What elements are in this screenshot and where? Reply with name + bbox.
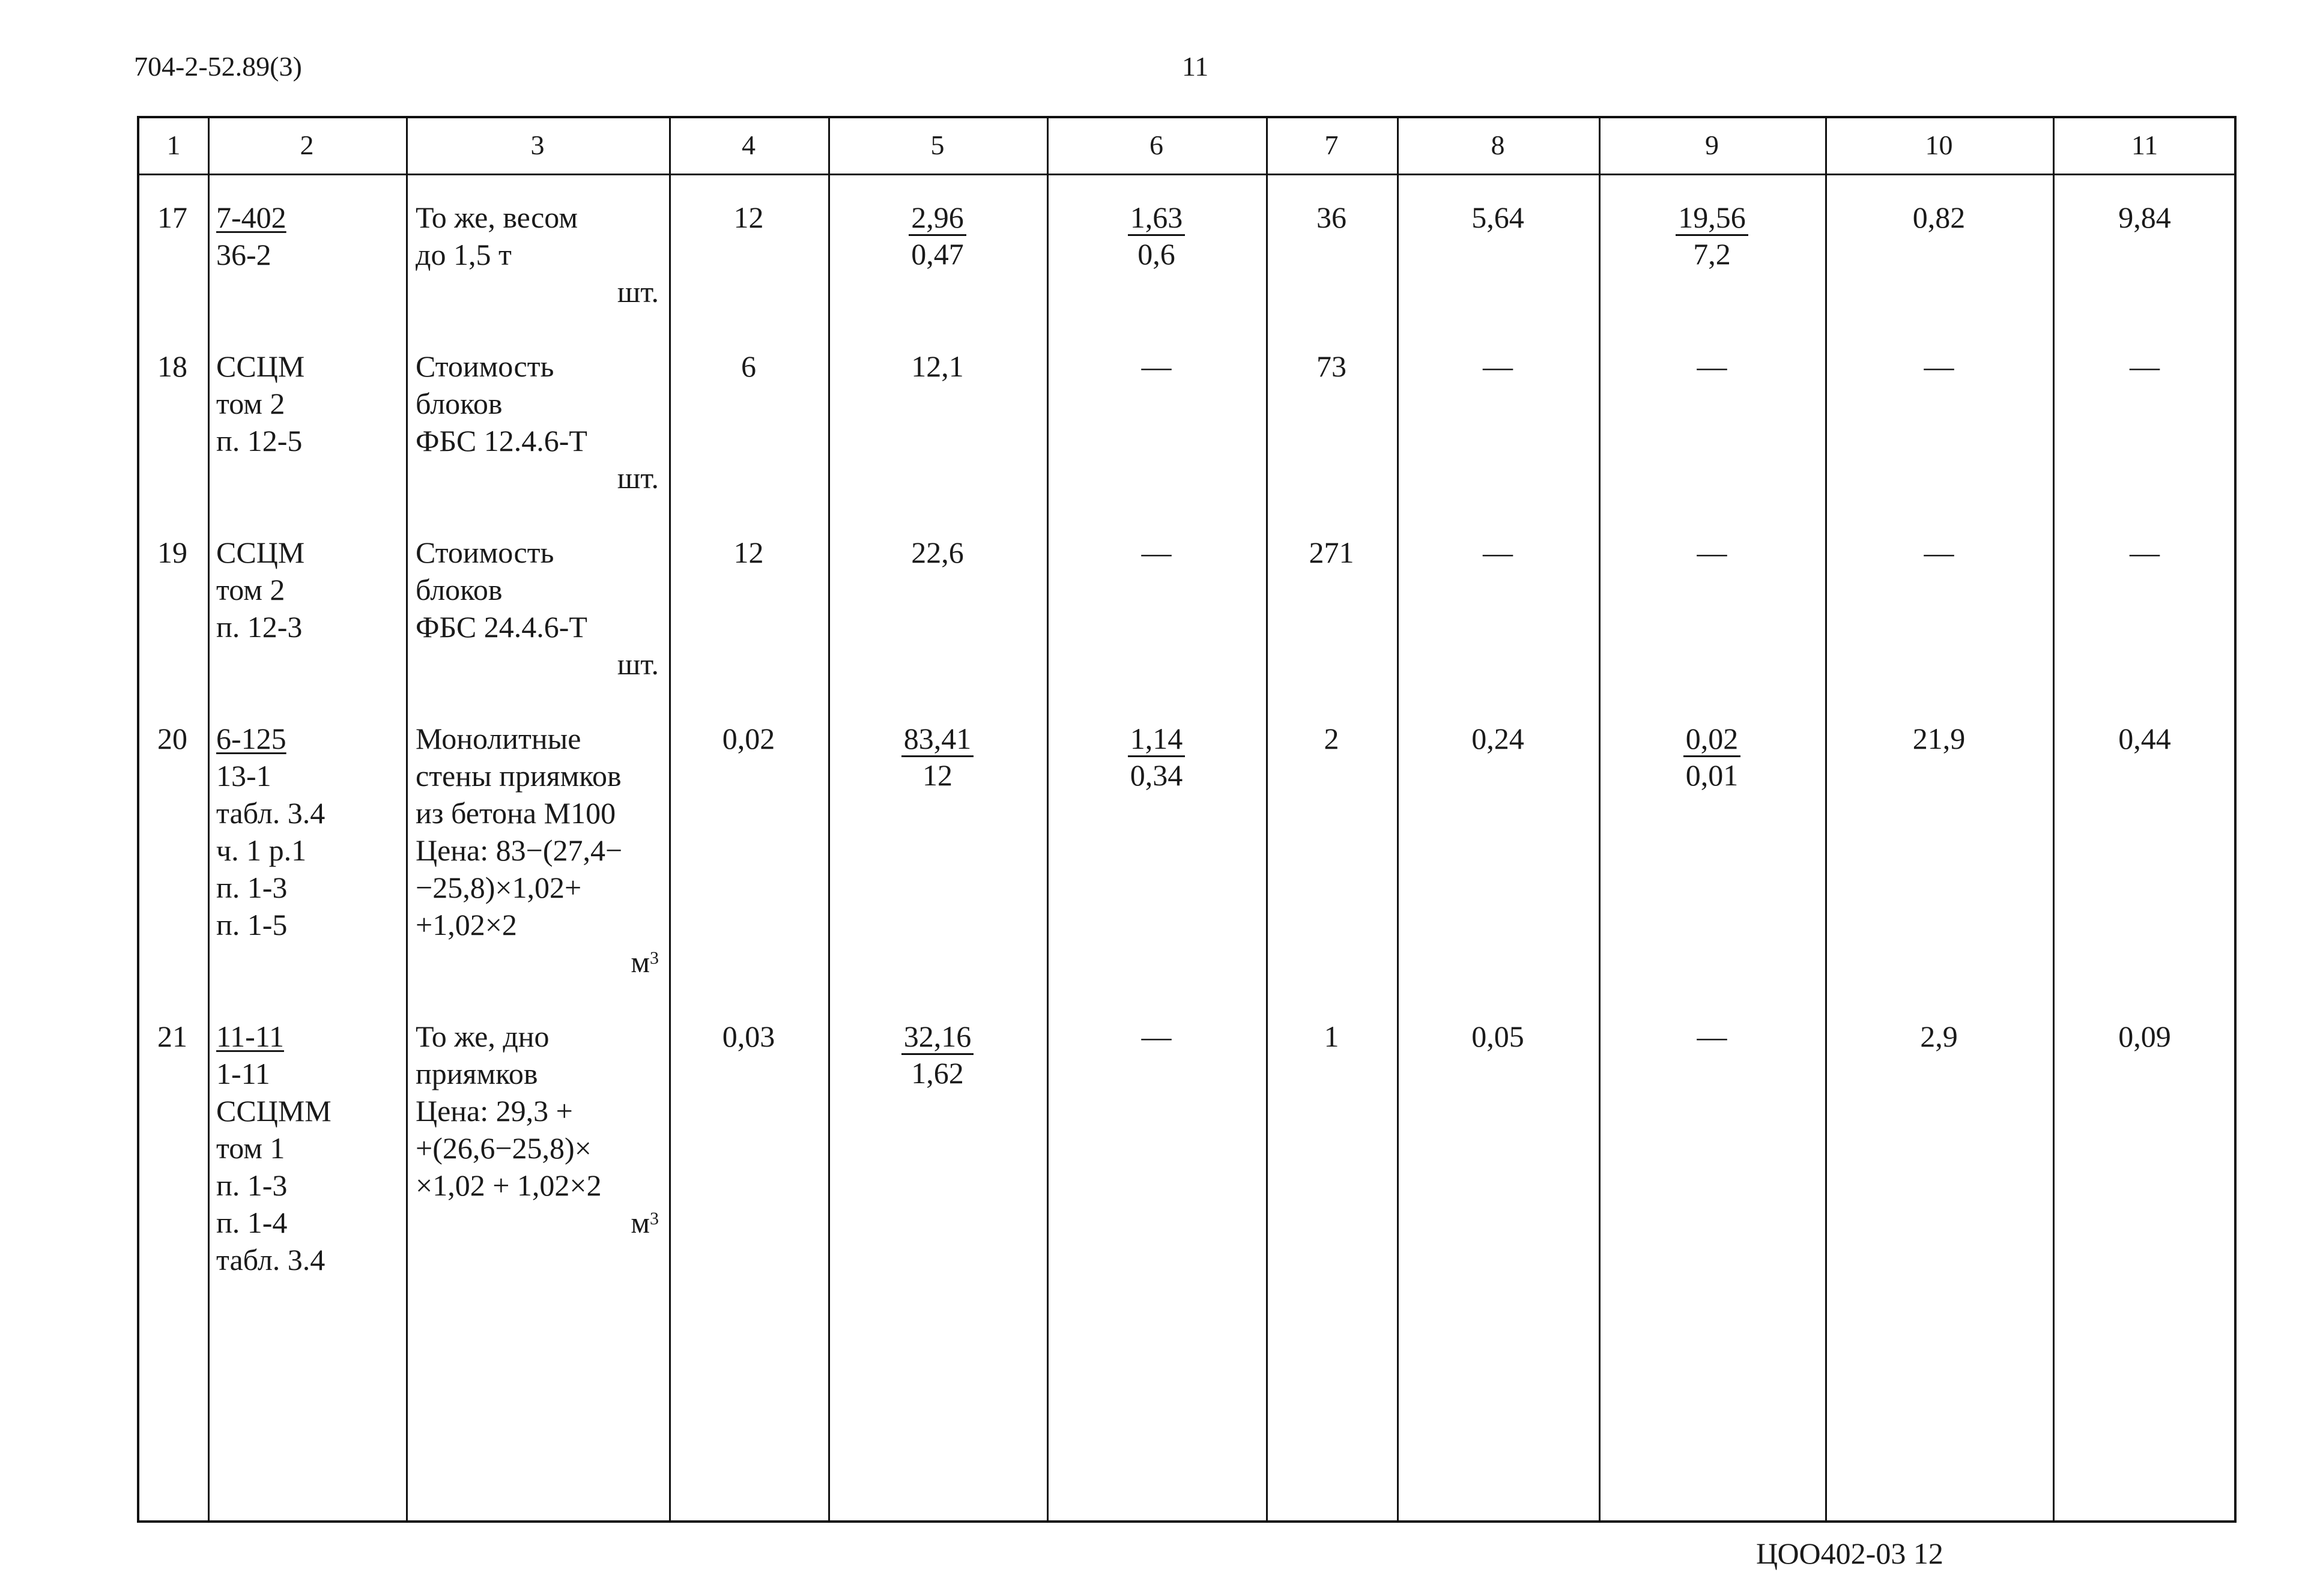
reference-line: табл. 3.4 (216, 1243, 326, 1277)
description-cell (416, 534, 662, 645)
unit-superscript: 3 (650, 948, 659, 968)
col4-value: 6 (741, 349, 756, 383)
reference-line: п. 1-5 (216, 908, 288, 942)
reference-line: п. 12-5 (216, 424, 303, 458)
fraction-denominator: 0,6 (1137, 237, 1175, 271)
description-line: +(26,6−25,8)× (416, 1131, 592, 1165)
unit-label: шт. (617, 461, 659, 495)
reference-cell (216, 199, 402, 273)
description-line: ФБС 12.4.6-Т (416, 424, 587, 458)
col11-value: — (2130, 536, 2160, 569)
reference-line: ССЦММ (216, 1094, 332, 1128)
fraction-denominator: 0,34 (1130, 758, 1183, 792)
row-number: 18 (157, 349, 187, 383)
col4-value: 12 (733, 536, 764, 569)
col8-value: — (1483, 536, 1513, 569)
reference-cell (216, 534, 402, 645)
col9-fraction (1599, 720, 1825, 793)
column-number-7: 7 (1324, 130, 1339, 160)
col5-value: 22,6 (911, 536, 964, 569)
page-number: 11 (1182, 51, 1209, 82)
fraction-numerator: 83,41 (901, 722, 974, 757)
column-number-1: 1 (166, 130, 181, 160)
fraction-numerator: 32,16 (901, 1020, 974, 1055)
col11-value: 0,44 (2118, 722, 2171, 755)
reference-line: ч. 1 р.1 (216, 833, 307, 867)
description-line: стены приямков (416, 759, 622, 793)
description-line: приямков (416, 1057, 538, 1090)
col8-value: 5,64 (1471, 201, 1524, 234)
reference-line: 36-2 (216, 238, 271, 271)
col6-value: — (1141, 536, 1172, 569)
column-divider (1047, 118, 1049, 1520)
column-divider (406, 118, 408, 1520)
column-divider (1266, 118, 1268, 1520)
description-line: ФБС 24.4.6-Т (416, 610, 587, 644)
description-cell (416, 199, 662, 273)
description-line: То же, весом (416, 201, 578, 234)
reference-line: ССЦМ (216, 536, 305, 569)
column-divider (2053, 118, 2055, 1520)
reference-line: том 2 (216, 387, 285, 420)
col8-value: 0,24 (1471, 722, 1524, 755)
column-number-8: 8 (1491, 130, 1505, 160)
description-line: до 1,5 т (416, 238, 512, 271)
col9-value: — (1697, 1020, 1727, 1053)
col7-value: 73 (1316, 349, 1346, 383)
unit-text: м (631, 1206, 650, 1239)
column-divider (1599, 118, 1601, 1520)
unit-text: м (631, 945, 650, 979)
col5-fraction (828, 720, 1047, 793)
col9-fraction (1599, 199, 1825, 272)
reference-line: том 1 (216, 1131, 285, 1165)
col8-value: 0,05 (1471, 1020, 1524, 1053)
fraction-denominator: 1,62 (911, 1056, 964, 1090)
fraction-numerator: 1,14 (1128, 722, 1186, 757)
reference-cell (216, 1018, 402, 1278)
reference-line: том 2 (216, 573, 285, 606)
column-divider (1825, 118, 1827, 1520)
description-line: из бетона М100 (416, 796, 616, 830)
col10-value: 21,9 (1912, 722, 1966, 755)
fraction-denominator: 0,47 (911, 237, 964, 271)
reference-line: 1-11 (216, 1057, 270, 1090)
column-number-6: 6 (1149, 130, 1163, 160)
column-number-2: 2 (300, 130, 314, 160)
fraction-denominator: 0,01 (1685, 758, 1739, 792)
fraction-numerator: 0,02 (1683, 722, 1741, 757)
column-number-11: 11 (2131, 130, 2158, 160)
description-line: Цена: 29,3 + (416, 1094, 573, 1128)
description-line: Стоимость (416, 536, 554, 569)
col6-fraction (1047, 720, 1266, 793)
col11-value: 9,84 (2118, 201, 2171, 234)
reference-line: ССЦМ (216, 349, 305, 383)
col10-value: 0,82 (1912, 201, 1966, 234)
description-line: ×1,02 + 1,02×2 (416, 1168, 602, 1202)
description-line: −25,8)×1,02+ (416, 871, 582, 904)
fraction-numerator: 19,56 (1676, 201, 1748, 236)
col7-value: 1 (1324, 1020, 1339, 1053)
row-number: 17 (157, 201, 187, 234)
description-line: блоков (416, 573, 503, 606)
col7-value: 2 (1324, 722, 1339, 755)
col10-value: — (1924, 349, 1954, 383)
reference-line: табл. 3.4 (216, 796, 326, 830)
col4-value: 12 (733, 201, 764, 234)
description-line: Монолитные (416, 722, 581, 755)
col6-fraction (1047, 199, 1266, 272)
col4-value: 0,02 (722, 722, 775, 755)
reference-line: п. 1-3 (216, 871, 288, 904)
column-divider (828, 118, 830, 1520)
col7-value: 36 (1316, 201, 1346, 234)
col5-value: 12,1 (911, 349, 964, 383)
reference-line: п. 1-3 (216, 1168, 288, 1202)
reference-line: п. 12-3 (216, 610, 303, 644)
col9-value: — (1697, 536, 1727, 569)
reference-code: 7-402 (216, 201, 286, 234)
description-cell (416, 1018, 668, 1204)
column-number-9: 9 (1705, 130, 1719, 160)
col4-value: 0,03 (722, 1020, 775, 1053)
unit-label (416, 943, 659, 981)
fraction-numerator: 2,96 (909, 201, 966, 236)
reference-code: 11-11 (216, 1020, 284, 1053)
description-line: +1,02×2 (416, 908, 517, 942)
row-number: 20 (157, 722, 187, 755)
fraction-numerator: 1,63 (1128, 201, 1186, 236)
reference-line: 13-1 (216, 759, 271, 793)
col10-value: — (1924, 536, 1954, 569)
col6-value: — (1141, 1020, 1172, 1053)
reference-code: 6-125 (216, 722, 286, 755)
description-line: блоков (416, 387, 503, 420)
column-divider (1397, 118, 1399, 1520)
column-divider (208, 118, 210, 1520)
col7-value: 271 (1309, 536, 1354, 569)
col5-fraction (828, 199, 1047, 272)
column-divider (669, 118, 671, 1520)
column-number-10: 10 (1925, 130, 1953, 160)
unit-superscript: 3 (650, 1209, 659, 1229)
row-number: 19 (157, 536, 187, 569)
description-line: Стоимость (416, 349, 554, 383)
col6-value: — (1141, 349, 1172, 383)
document-code: 704-2-52.89(3) (134, 51, 302, 82)
description-line: Цена: 83−(27,4− (416, 833, 623, 867)
col8-value: — (1483, 349, 1513, 383)
reference-cell (216, 720, 402, 943)
row-number: 21 (157, 1020, 187, 1053)
fraction-denominator: 7,2 (1693, 237, 1731, 271)
unit-label (416, 1204, 659, 1241)
column-number-3: 3 (530, 130, 545, 160)
col9-value: — (1697, 349, 1727, 383)
header-divider (139, 174, 2234, 175)
column-number-5: 5 (930, 130, 945, 160)
col11-value: — (2130, 349, 2160, 383)
col10-value: 2,9 (1920, 1020, 1958, 1053)
reference-line: п. 1-4 (216, 1206, 288, 1239)
footer-code: ЦОО402-03 12 (1756, 1537, 1943, 1570)
column-number-4: 4 (742, 130, 756, 160)
estimate-table (137, 116, 2237, 1523)
col5-fraction (828, 1018, 1047, 1091)
unit-label: шт. (617, 647, 659, 681)
reference-cell (216, 348, 402, 459)
description-line: То же, дно (416, 1020, 550, 1053)
description-cell (416, 348, 662, 459)
fraction-denominator: 12 (922, 758, 953, 792)
col11-value: 0,09 (2118, 1020, 2171, 1053)
description-cell (416, 720, 668, 943)
unit-label: шт. (617, 275, 659, 309)
